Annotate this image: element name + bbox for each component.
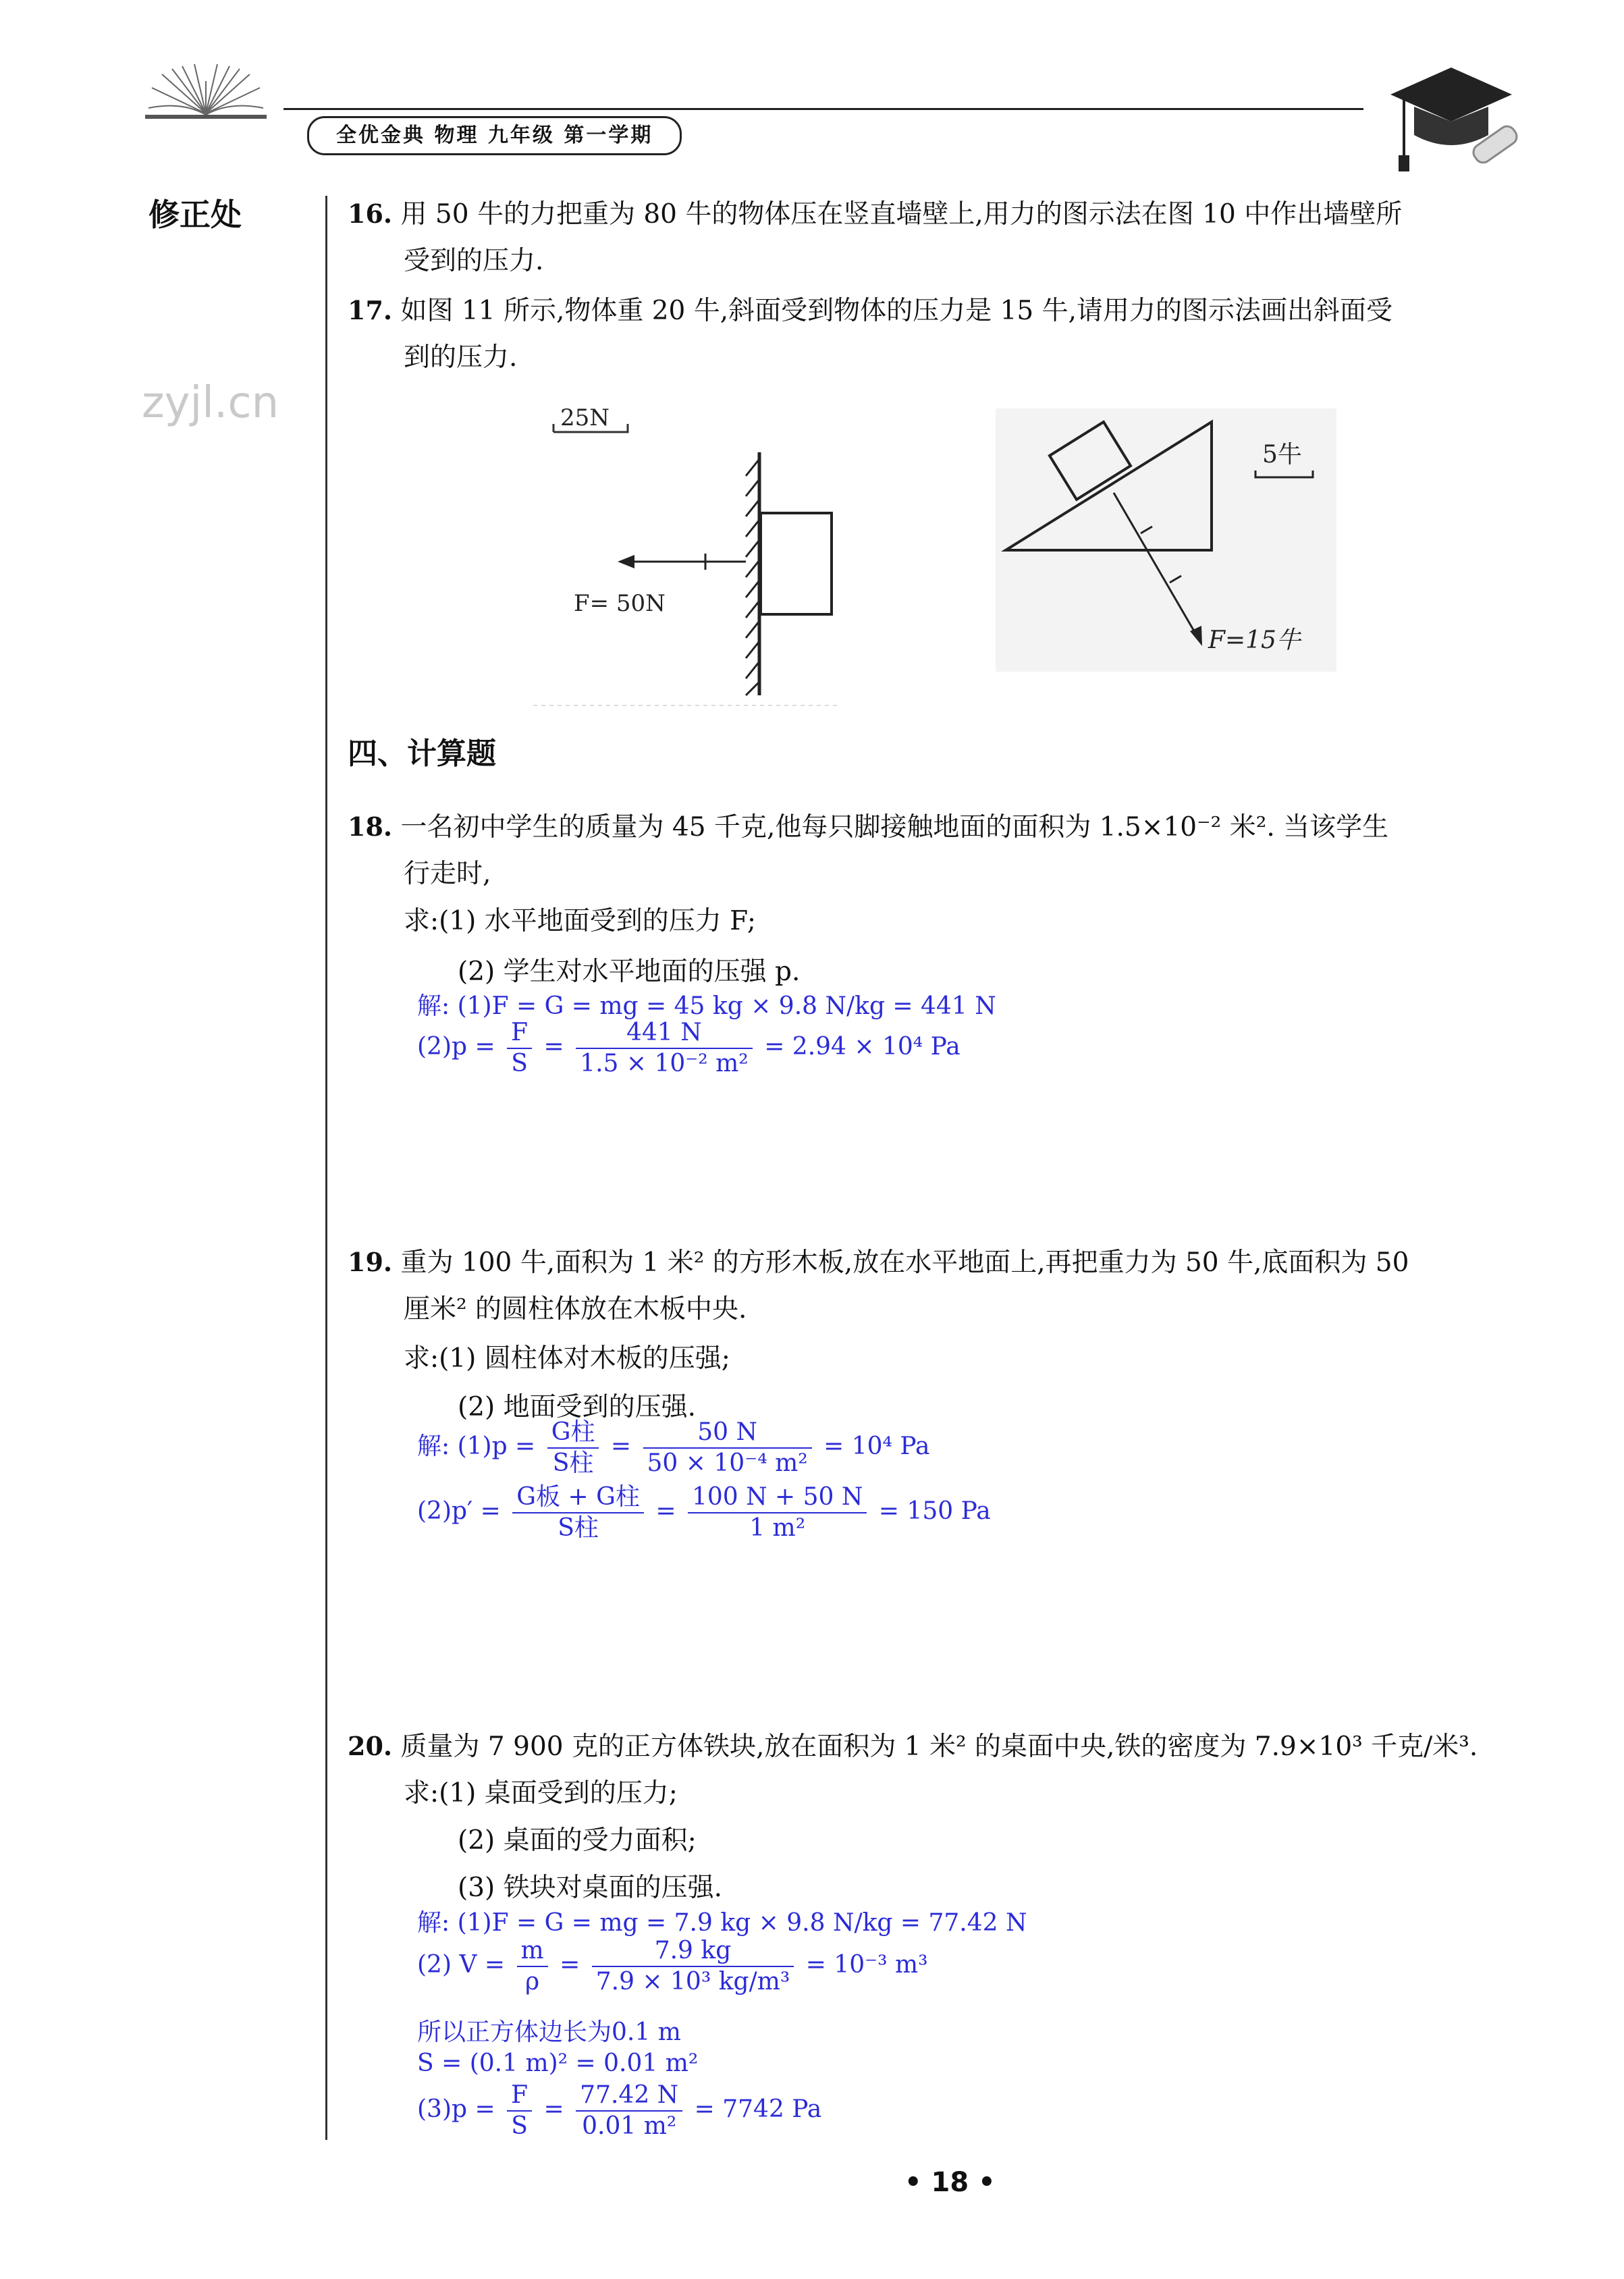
question-16-cont: 受到的压力. xyxy=(404,246,544,276)
question-text: 重为 100 牛,面积为 1 米² 的方形木板,放在水平地面上,再把重力为 50 牛,底面积为 50 xyxy=(400,1248,1409,1278)
question-18-ask-1: 求:(1) 水平地面受到的压力 F; xyxy=(404,906,756,936)
section-title: 四、计算题 xyxy=(348,736,496,771)
solution-18-line-2: (2)p = $\frac{F}{S}$ = $\frac{441 N}{\text{1.5 × 10⁻² m²}}$ = 2.94 × 10⁴ Pa xyxy=(417,1019,960,1077)
header-rule xyxy=(283,108,1363,110)
page-number: • 18 • xyxy=(904,2167,996,2198)
graduation-cap-icon xyxy=(1377,54,1525,176)
correction-column-label: 修正处 xyxy=(148,196,242,233)
question-19 xyxy=(348,1239,1409,1287)
margin-divider xyxy=(325,196,327,2140)
solution-20-line-1: 解: (1)F = G = mg = 7.9 kg × 9.8 N/kg = 77.42 N xyxy=(417,1909,1027,1937)
solution-18-line-1: 解: (1)F = G = mg = 45 kg × 9.8 N/kg = 441 N xyxy=(417,992,996,1020)
question-20-ask-3: (3) 铁块对桌面的压强. xyxy=(458,1873,723,1903)
watermark: zyjl.cn xyxy=(142,378,279,428)
question-20 xyxy=(348,1723,1478,1771)
question-19-cont: 厘米² 的圆柱体放在木板中央. xyxy=(404,1294,747,1324)
question-number: 18. xyxy=(348,811,393,842)
solution-20-line-4: S = (0.1 m)² = 0.01 m² xyxy=(417,2049,699,2077)
question-16 xyxy=(348,190,1402,238)
solution-19-line-1: 解: (1)p = $\frac{\text{G柱}}{\text{S柱}}$ = $\frac{50 N}{\text{50 × 10⁻⁴ m²}}$ = 10⁴ Pa xyxy=(417,1418,930,1477)
question-17 xyxy=(348,287,1392,335)
question-18-cont: 行走时, xyxy=(404,859,491,889)
solution-19-line-2: (2)p′ = $\frac{\text{G板 + G柱}}{\text{S柱}}$ = $\frac{100 N + 50 N}{\text{1 m²}}$ = 150 Pa xyxy=(417,1483,991,1542)
figure-10-wall-block xyxy=(533,392,850,709)
open-book-icon xyxy=(142,61,270,122)
question-19-ask-2: (2) 地面受到的压强. xyxy=(458,1392,697,1422)
question-18 xyxy=(348,803,1388,851)
solution-20-line-2: (2) V = $\frac{m}{\rho}$ = $\frac{7.9 kg}{\text{7.9 × 10³ kg/m³}}$ = 10⁻³ m³ xyxy=(417,1937,928,1995)
question-18-ask-2: (2) 学生对水平地面的压强 p. xyxy=(458,957,801,987)
question-text: 质量为 7 900 克的正方体铁块,放在面积为 1 米² 的桌面中央,铁的密度为 7.9×10³ 千克/米³. xyxy=(400,1732,1478,1762)
question-20-ask-2: (2) 桌面的受力面积; xyxy=(458,1825,697,1856)
question-number: 17. xyxy=(348,295,393,325)
question-number: 16. xyxy=(348,198,393,229)
scale-label: 25N xyxy=(560,404,610,431)
question-text: 用 50 牛的力把重为 80 牛的物体压在竖直墙壁上,用力的图示法在图 10 中作出墙壁所 xyxy=(400,199,1403,230)
force-label: F=15牛 xyxy=(1208,626,1301,654)
book-title: 全优金典 物理 九年级 第一学期 xyxy=(307,116,682,155)
question-17-cont: 到的压力. xyxy=(404,342,518,373)
question-number: 20. xyxy=(348,1731,393,1761)
question-text: 如图 11 所示,物体重 20 牛,斜面受到物体的压力是 15 牛,请用力的图示法画出斜面受 xyxy=(400,296,1392,326)
solution-20-line-5: (3)p = $\frac{F}{S}$ = $\frac{77.42 N}{\text{0.01 m²}}$ = 7742 Pa xyxy=(417,2081,822,2140)
scale-label: 5牛 xyxy=(1262,441,1302,468)
question-19-ask-1: 求:(1) 圆柱体对木板的压强; xyxy=(404,1343,730,1374)
force-label: F= 50N xyxy=(574,590,666,617)
question-20-ask-1: 求:(1) 桌面受到的压力; xyxy=(404,1778,678,1808)
question-text: 一名初中学生的质量为 45 千克,他每只脚接触地面的面积为 1.5×10⁻² 米². 当该学生 xyxy=(400,812,1389,842)
solution-20-line-3: 所以正方体边长为0.1 m xyxy=(417,2018,681,2046)
figure-11-incline-block xyxy=(996,408,1336,672)
question-number: 19. xyxy=(348,1247,393,1277)
